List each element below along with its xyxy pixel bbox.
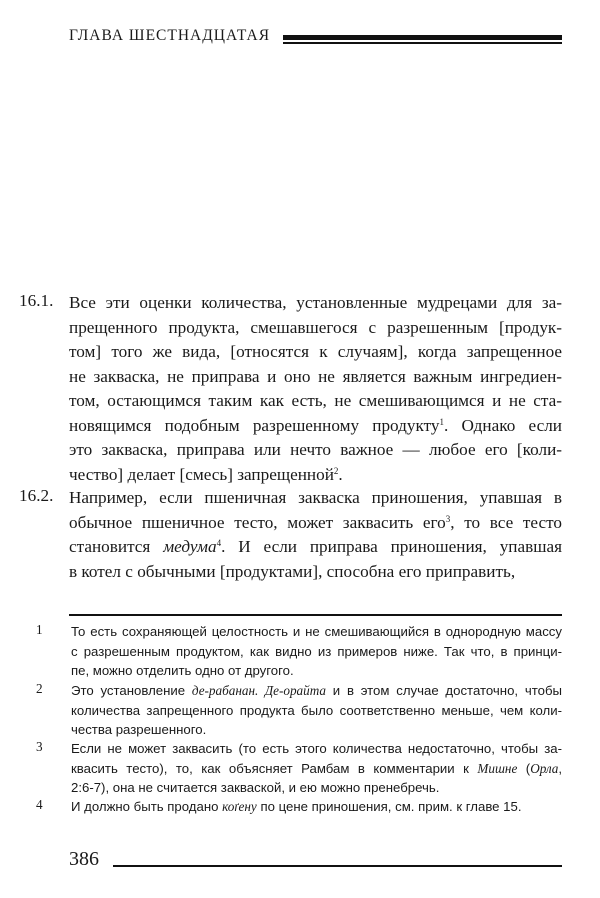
text-run: , то все тесто [450, 512, 562, 532]
text-line: чества разрешенного. [71, 722, 207, 737]
text-line [69, 535, 562, 560]
footnote-text [71, 797, 562, 817]
italic-term: коґену [222, 799, 257, 814]
text-run: ( [517, 760, 531, 776]
page-number: 386 [69, 848, 99, 870]
text-line: пе, можно отделить одно от другого. [71, 663, 294, 678]
italic-term: Орла [530, 760, 559, 776]
text-run: И должно быть продано [71, 799, 223, 814]
text-line [71, 759, 562, 779]
footnote-reference: 3 [445, 513, 451, 524]
text-run: Это установление [71, 683, 192, 698]
text-line [69, 463, 562, 488]
header-rule [283, 35, 562, 40]
text-line: Все эти оценки количества, установленные мудрецами для за- [69, 293, 562, 312]
text-run: становится [69, 537, 164, 556]
paragraph-number: 16.2. [19, 486, 54, 505]
text-run: по цене приношения, см. прим. к главе 15. [256, 799, 522, 814]
footnote-number: 3 [36, 739, 43, 754]
italic-term: Мишне [477, 760, 518, 776]
chapter-title: ГЛАВА ШЕСТНАДЦАТАЯ [69, 27, 271, 44]
text-run: квасить тесто), то, как объясняет Рамбам в комментарии к [71, 760, 478, 776]
page-footer [69, 848, 562, 872]
text-line [71, 681, 562, 701]
text-line: Если не может заквасить (то есть этого количества недостаточно, чтобы за- [71, 741, 562, 756]
text-line: это закваска, приправа или нечто важное — любое его [коли- [69, 440, 562, 459]
footnote-text [71, 739, 562, 798]
text-run: . Однако если [444, 415, 562, 435]
footnote-number: 1 [36, 622, 43, 637]
text-run: , [558, 760, 562, 776]
header-rule-thin [283, 42, 562, 44]
text-run: . [338, 464, 343, 484]
text-run: и в этом случае достаточно, чтобы [326, 683, 562, 698]
footnote-separator [69, 614, 562, 616]
text-line: прещенного продукта, смешавшегося с разрешенным [продук- [69, 317, 562, 337]
text-line [71, 797, 562, 817]
text-line: 2:6-7), она не считается закваской, и ею можно пренебречь. [71, 780, 440, 795]
text-line: том, остающимся таким как есть, не смешивающимся и не ста- [69, 391, 562, 410]
text-run: новящимся подобным разрешенному продукту [69, 415, 440, 435]
footnote-reference: 4 [216, 538, 222, 548]
paragraph-number: 16.1. [19, 291, 54, 310]
footer-rule [113, 865, 562, 867]
text-run: . И если приправа приношения, упавшая [221, 537, 562, 556]
footnote-text [71, 681, 562, 740]
text-line: том] того же вида, [относятся к случаям], когда запрещенное [69, 342, 562, 361]
text-line: количества запрещенного продукта было соответственно меньше, чем коли- [71, 702, 562, 718]
running-header [69, 27, 562, 49]
footnote-text [71, 622, 562, 681]
footnote-reference: 2 [333, 465, 339, 476]
italic-term: медума [163, 537, 217, 556]
paragraph-text [69, 486, 562, 584]
footnote-number: 2 [36, 681, 43, 696]
paragraph-text [69, 291, 562, 487]
text-line: То есть сохраняющей целостность и не смешивающийся в однородную массу [71, 624, 562, 639]
text-run: обычное пшеничное тесто, может заквасить его [69, 512, 446, 532]
footnote-number: 4 [36, 797, 43, 812]
text-line [69, 414, 562, 439]
text-run: чество] делает [смесь] запрещенной [69, 464, 334, 484]
italic-term: де-рабанан. Де-орайта [191, 683, 327, 698]
text-line [69, 511, 562, 536]
footnote-reference: 1 [439, 416, 444, 427]
text-line: Например, если пшеничная закваска приношения, упавшая в [69, 488, 562, 507]
text-line: в котел с обычными [продуктами], способна его приправить, [69, 561, 516, 581]
text-line: с разрешенным продуктом, как видно из примеров ниже. Так что, в принци- [71, 643, 562, 659]
text-line: не закваска, не приправа и оно не является важным ингредиен- [69, 366, 562, 386]
